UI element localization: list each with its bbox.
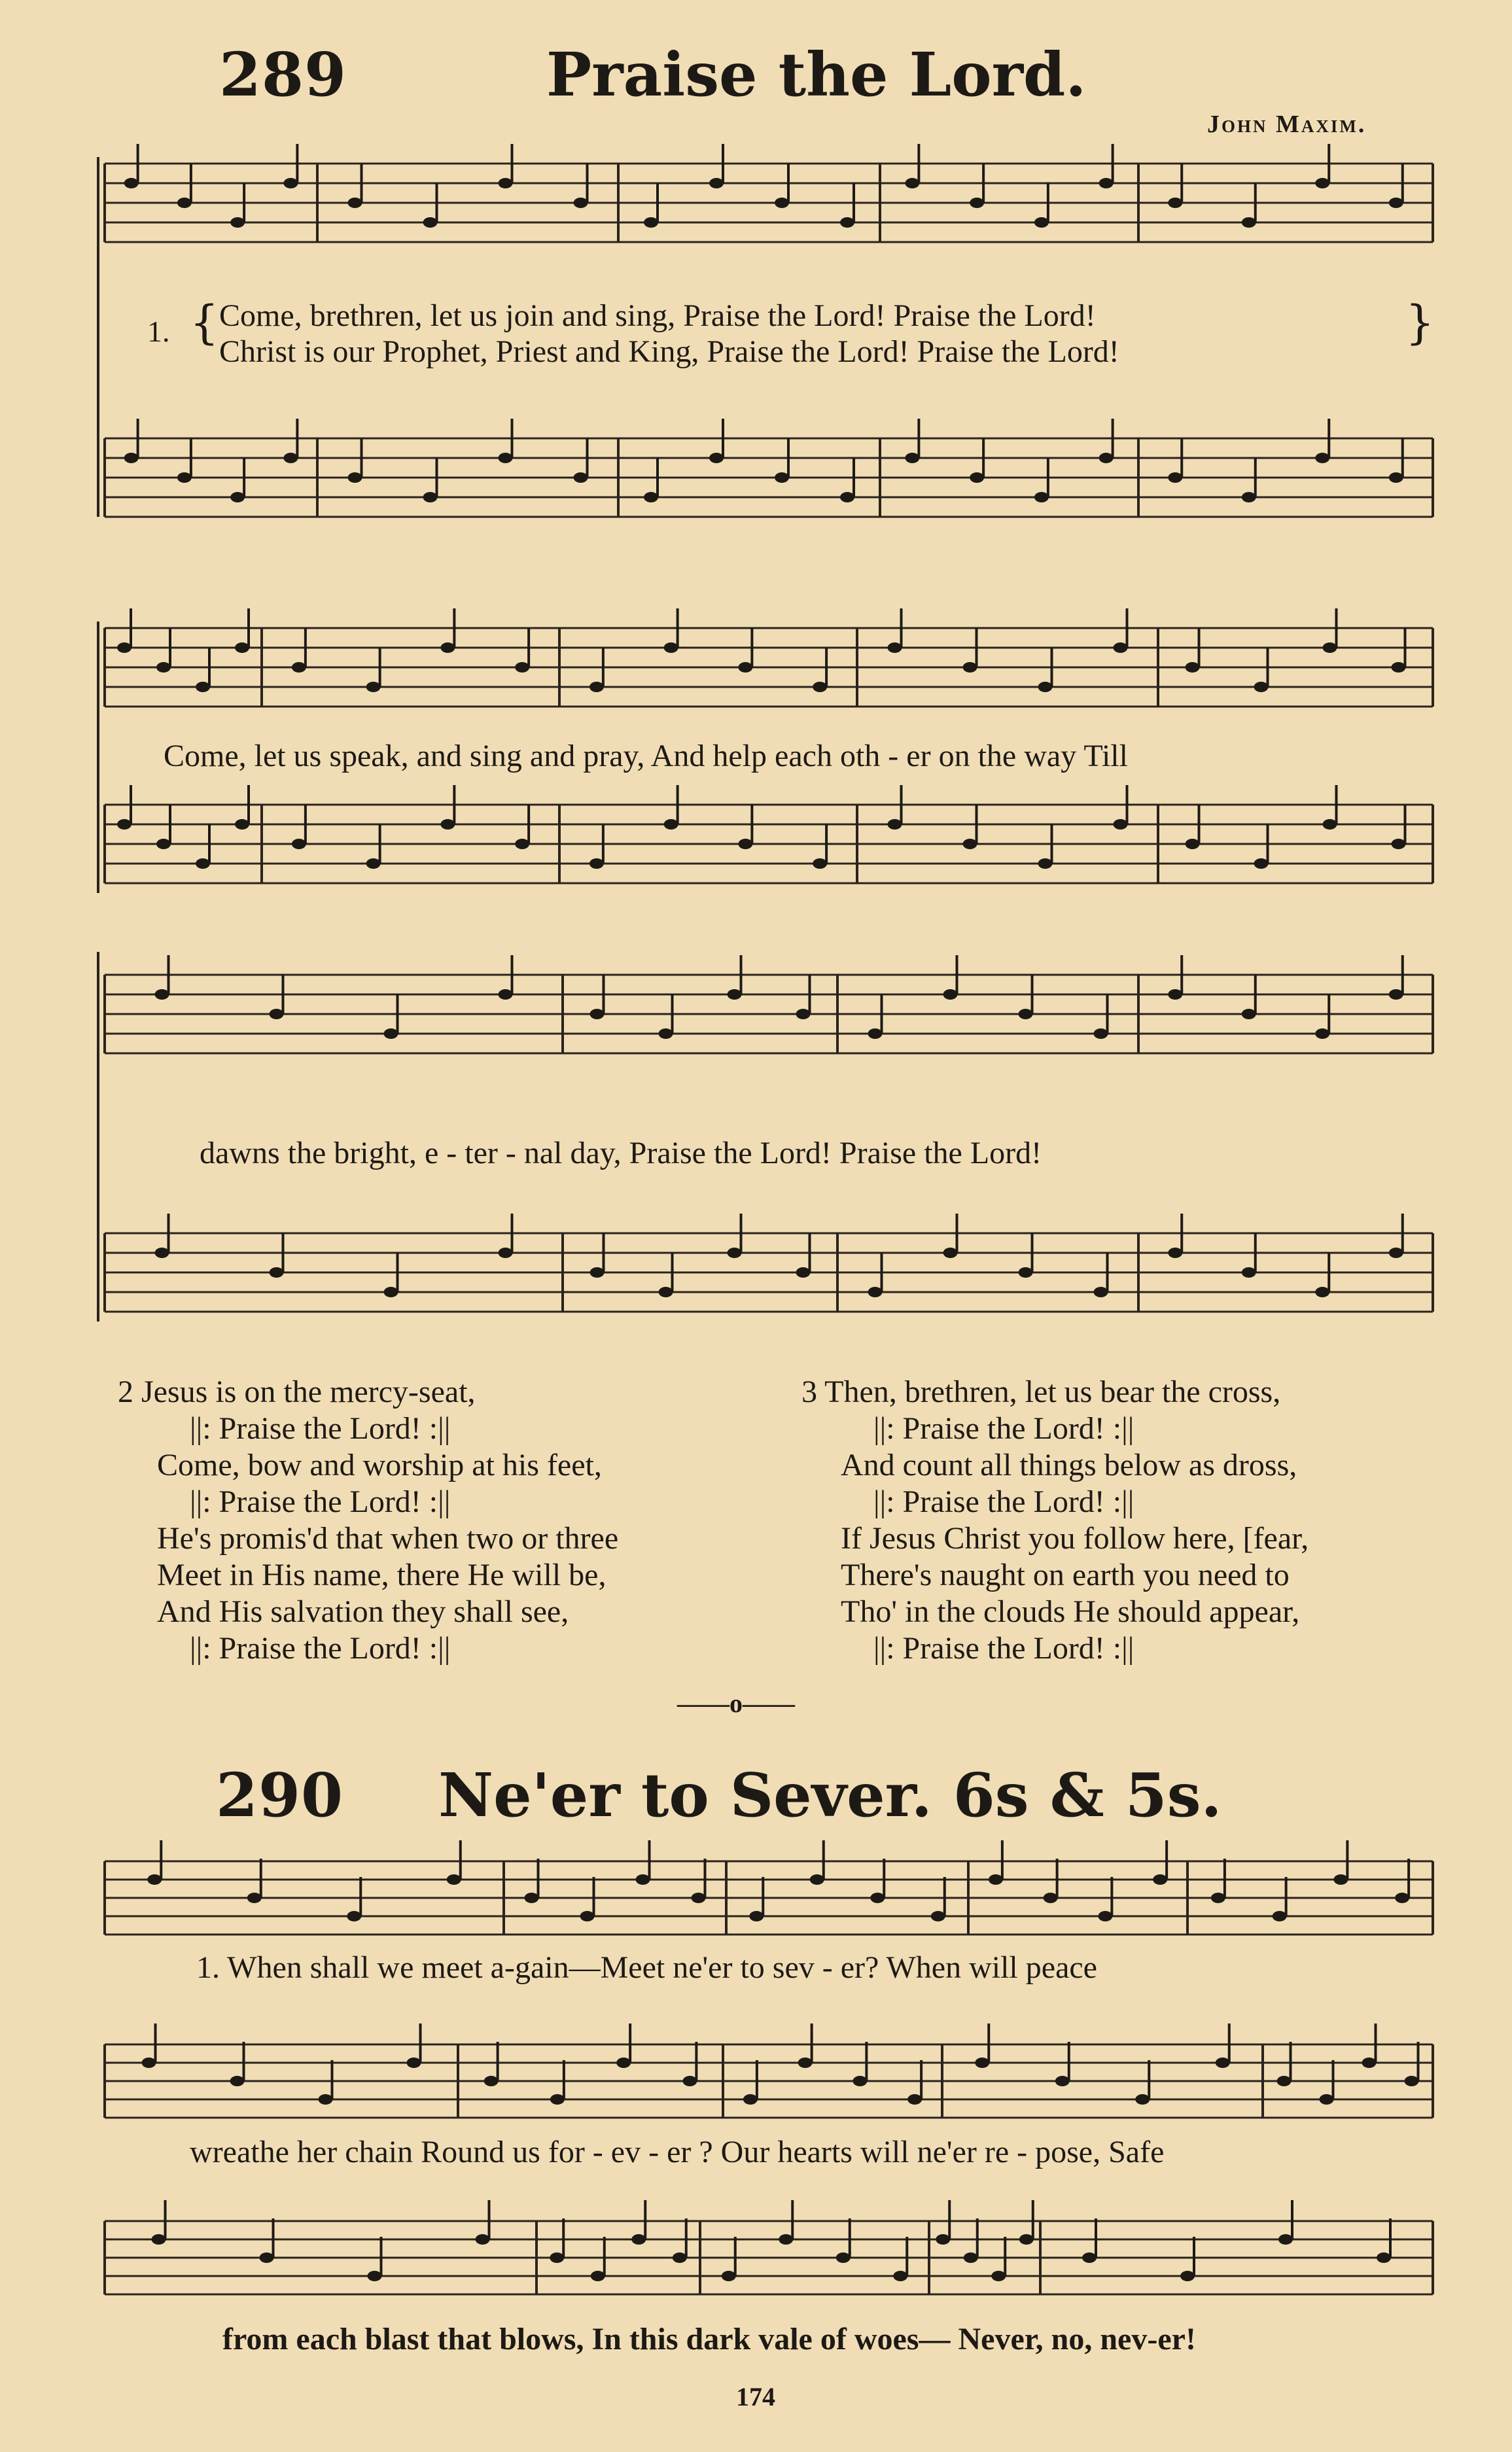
note-head [692, 1893, 706, 1903]
note-head [1323, 819, 1337, 830]
note-head [283, 178, 298, 188]
note-head [235, 819, 249, 830]
note-head [1242, 1267, 1256, 1278]
verse-2 [118, 1374, 772, 1667]
note-head [659, 1028, 673, 1039]
note-head [636, 1874, 650, 1885]
note-head [1377, 2252, 1391, 2263]
note-head [1168, 198, 1182, 208]
note-head [1055, 2076, 1070, 2086]
note-head [384, 1287, 398, 1297]
section-separator: ——o—— [677, 1689, 795, 1718]
note-head [743, 2094, 758, 2105]
note-head [1389, 472, 1403, 483]
verse-2-line: He's promis'd that when two or three [157, 1521, 619, 1556]
note-head [813, 858, 827, 869]
note-head [989, 1874, 1003, 1885]
note-head [644, 492, 658, 502]
note-head [117, 642, 132, 653]
note-head [550, 2252, 564, 2263]
note-head [348, 472, 362, 483]
note-head [738, 839, 752, 849]
lyric-line-1a: Come, brethren, let us join and sing, Praise the Lord! Praise the Lord! [219, 298, 1096, 333]
note-head [1362, 2058, 1377, 2068]
note-head [728, 1248, 742, 1258]
note-head [574, 472, 588, 483]
note-head [1278, 2234, 1293, 2245]
note-head [1034, 217, 1049, 228]
note-head [196, 682, 210, 692]
note-head [1320, 2094, 1334, 2105]
note-head [991, 2271, 1006, 2281]
note-head [1405, 2076, 1419, 2086]
verse-3-line: ||: Praise the Lord! :|| [873, 1484, 1134, 1519]
note-head [1242, 1009, 1256, 1019]
note-head [574, 198, 588, 208]
verse-3-line: ||: Praise the Lord! :|| [873, 1411, 1134, 1446]
note-head [1211, 1893, 1225, 1903]
note-head [810, 1874, 824, 1885]
brace-right: } [1405, 296, 1435, 349]
note-head [591, 2271, 605, 2281]
note-head [840, 217, 854, 228]
note-head [230, 492, 245, 502]
note-head [1242, 492, 1256, 502]
note-head [836, 2252, 851, 2263]
note-head [1392, 839, 1406, 849]
verse-2-line: ||: Praise the Lord! :|| [190, 1631, 451, 1666]
note-head [722, 2271, 736, 2281]
note-head [796, 1009, 811, 1019]
note-head [943, 989, 958, 1000]
note-head [1315, 1287, 1329, 1297]
note-head [515, 839, 529, 849]
note-head [1168, 1248, 1182, 1258]
note-head [931, 1911, 945, 1921]
note-head [155, 989, 169, 1000]
note-head [644, 217, 658, 228]
note-head [840, 492, 854, 502]
note-head [319, 2094, 333, 2105]
note-head [366, 682, 381, 692]
hymn-title: Ne'er to Sever. 6s & 5s. [438, 1760, 1222, 1830]
note-head [870, 1893, 885, 1903]
verse-3-line: ||: Praise the Lord! :|| [873, 1631, 1134, 1666]
note-head [1186, 662, 1200, 673]
note-head [476, 2234, 490, 2245]
note-head [155, 1248, 169, 1258]
note-head [963, 839, 977, 849]
verse-2-line: Meet in His name, there He will be, [157, 1558, 607, 1592]
note-head [853, 2076, 867, 2086]
note-head [779, 2234, 793, 2245]
note-head [1098, 1911, 1112, 1921]
note-head [1038, 858, 1053, 869]
note-head [1315, 453, 1329, 463]
note-head [152, 2234, 166, 2245]
note-head [235, 642, 249, 653]
note-head [117, 819, 132, 830]
note-head [1323, 642, 1337, 653]
note-head [728, 989, 742, 1000]
note-head [888, 642, 902, 653]
note-head [616, 2058, 631, 2068]
note-head [905, 178, 919, 188]
verse-2-line: And His salvation they shall see, [157, 1594, 569, 1629]
note-head [525, 1893, 539, 1903]
note-head [270, 1267, 284, 1278]
note-head [1044, 1893, 1058, 1903]
note-head [515, 662, 529, 673]
note-head [893, 2271, 907, 2281]
note-head [1153, 1874, 1167, 1885]
note-head [709, 453, 724, 463]
note-head [1254, 858, 1269, 869]
note-head [230, 217, 245, 228]
note-head [1216, 2058, 1230, 2068]
note-head [196, 858, 210, 869]
note-head [1254, 682, 1269, 692]
note-head [970, 472, 984, 483]
note-head [499, 453, 513, 463]
note-head [1094, 1028, 1108, 1039]
note-head [177, 198, 192, 208]
note-head [292, 662, 306, 673]
lyric-line-3: dawns the bright, e - ter - nal day, Praise the Lord! Praise the Lord! [200, 1136, 1042, 1170]
note-head [1094, 1287, 1108, 1297]
note-head [384, 1028, 398, 1039]
note-head [1389, 989, 1403, 1000]
note-head [796, 1267, 811, 1278]
note-head [423, 492, 438, 502]
note-head [1019, 2234, 1034, 2245]
note-head [775, 472, 789, 483]
note-head [1392, 662, 1406, 673]
note-head [1315, 1028, 1329, 1039]
note-head [550, 2094, 565, 2105]
note-head [156, 839, 171, 849]
note-head [1315, 178, 1329, 188]
note-head [230, 2076, 245, 2086]
note-head [407, 2058, 421, 2068]
note-head [682, 2076, 697, 2086]
note-head [673, 2252, 687, 2263]
note-head [1038, 682, 1053, 692]
note-head [1099, 453, 1114, 463]
verse-2-line: 2 Jesus is on the mercy-seat, [118, 1375, 476, 1409]
note-head [590, 1267, 605, 1278]
note-head [868, 1028, 883, 1039]
note-head [1180, 2271, 1195, 2281]
note-head [1389, 1248, 1403, 1258]
note-head [813, 682, 827, 692]
note-head [423, 217, 438, 228]
note-head [936, 2234, 950, 2245]
note-head [348, 198, 362, 208]
note-head [749, 1911, 764, 1921]
note-head [1019, 1267, 1033, 1278]
note-head [156, 662, 171, 673]
page-number: 174 [736, 2382, 775, 2411]
note-head [905, 453, 919, 463]
note-head [970, 198, 984, 208]
note-head [1395, 1893, 1409, 1903]
verse-2-line: ||: Praise the Lord! :|| [190, 1484, 451, 1519]
note-head [590, 1009, 605, 1019]
note-head [1333, 1874, 1348, 1885]
note-head [798, 2058, 813, 2068]
note-head [247, 1893, 262, 1903]
verse-2-line: ||: Praise the Lord! :|| [190, 1411, 451, 1446]
note-head [775, 198, 789, 208]
note-head [1114, 642, 1128, 653]
note-head [142, 2058, 156, 2068]
hymn-number: 290 [216, 1760, 344, 1830]
note-head [664, 642, 678, 653]
note-head [124, 453, 139, 463]
note-head [499, 1248, 513, 1258]
note-head [963, 662, 977, 673]
note-head [975, 2058, 989, 2068]
note-head [580, 1911, 595, 1921]
note-head [1135, 2094, 1150, 2105]
note-head [440, 642, 455, 653]
lyric-line-2: Come, let us speak, and sing and pray, And help each oth - er on the way Till [164, 739, 1128, 773]
note-head [1242, 217, 1256, 228]
note-head [270, 1009, 284, 1019]
note-head [1273, 1911, 1287, 1921]
note-head [1099, 178, 1114, 188]
note-head [943, 1248, 958, 1258]
verse-number: 1. [147, 315, 170, 348]
note-head [589, 682, 604, 692]
note-head [1082, 2252, 1097, 2263]
note-head [664, 819, 678, 830]
note-head [1186, 839, 1200, 849]
note-head [868, 1287, 883, 1297]
note-head [1389, 198, 1403, 208]
note-head [484, 2076, 499, 2086]
note-head [283, 453, 298, 463]
verse-3 [801, 1374, 1488, 1667]
note-head [147, 1874, 162, 1885]
note-head [1277, 2076, 1292, 2086]
note-head [709, 178, 724, 188]
note-head [292, 839, 306, 849]
verse-2-line: Come, bow and worship at his feet, [157, 1448, 602, 1482]
verse-3-line: There's naught on earth you need to [841, 1558, 1290, 1592]
note-head [907, 2094, 922, 2105]
note-head [368, 2271, 382, 2281]
note-head [366, 858, 381, 869]
note-head [631, 2234, 646, 2245]
verse-3-line: 3 Then, brethren, let us bear the cross, [801, 1375, 1281, 1409]
hymn-title: Praise the Lord. [546, 39, 1087, 110]
note-head [589, 858, 604, 869]
composer-credit: John Maxim. [1207, 111, 1367, 138]
verse-3-line: And count all things below as dross, [841, 1448, 1297, 1482]
verse-3-line: Tho' in the clouds He should appear, [841, 1594, 1300, 1629]
note-head [738, 662, 752, 673]
note-head [177, 472, 192, 483]
note-head [499, 178, 513, 188]
lyric-line-3: from each blast that blows, In this dark vale of woes— Never, no, nev-er! [222, 2322, 1196, 2356]
note-head [1019, 1009, 1033, 1019]
note-head [260, 2252, 274, 2263]
note-head [659, 1287, 673, 1297]
lyric-line-1b: Christ is our Prophet, Priest and King, Praise the Lord! Praise the Lord! [219, 334, 1119, 369]
lyric-line-1: 1. When shall we meet a-gain—Meet ne'er to sev - er? When will peace [196, 1950, 1097, 1985]
note-head [1034, 492, 1049, 502]
note-head [1168, 472, 1182, 483]
note-head [888, 819, 902, 830]
note-head [964, 2252, 978, 2263]
brace-left: { [190, 296, 219, 349]
note-head [1114, 819, 1128, 830]
note-head [347, 1911, 361, 1921]
note-head [124, 178, 139, 188]
note-head [1168, 989, 1182, 1000]
hymn-number: 289 [219, 39, 347, 110]
verse-3-line: If Jesus Christ you follow here, [fear, [841, 1521, 1309, 1556]
lyric-line-2: wreathe her chain Round us for - ev - er ? Our hearts will ne'er re - pose, Safe [190, 2135, 1165, 2169]
note-head [440, 819, 455, 830]
note-head [499, 989, 513, 1000]
note-head [447, 1874, 461, 1885]
